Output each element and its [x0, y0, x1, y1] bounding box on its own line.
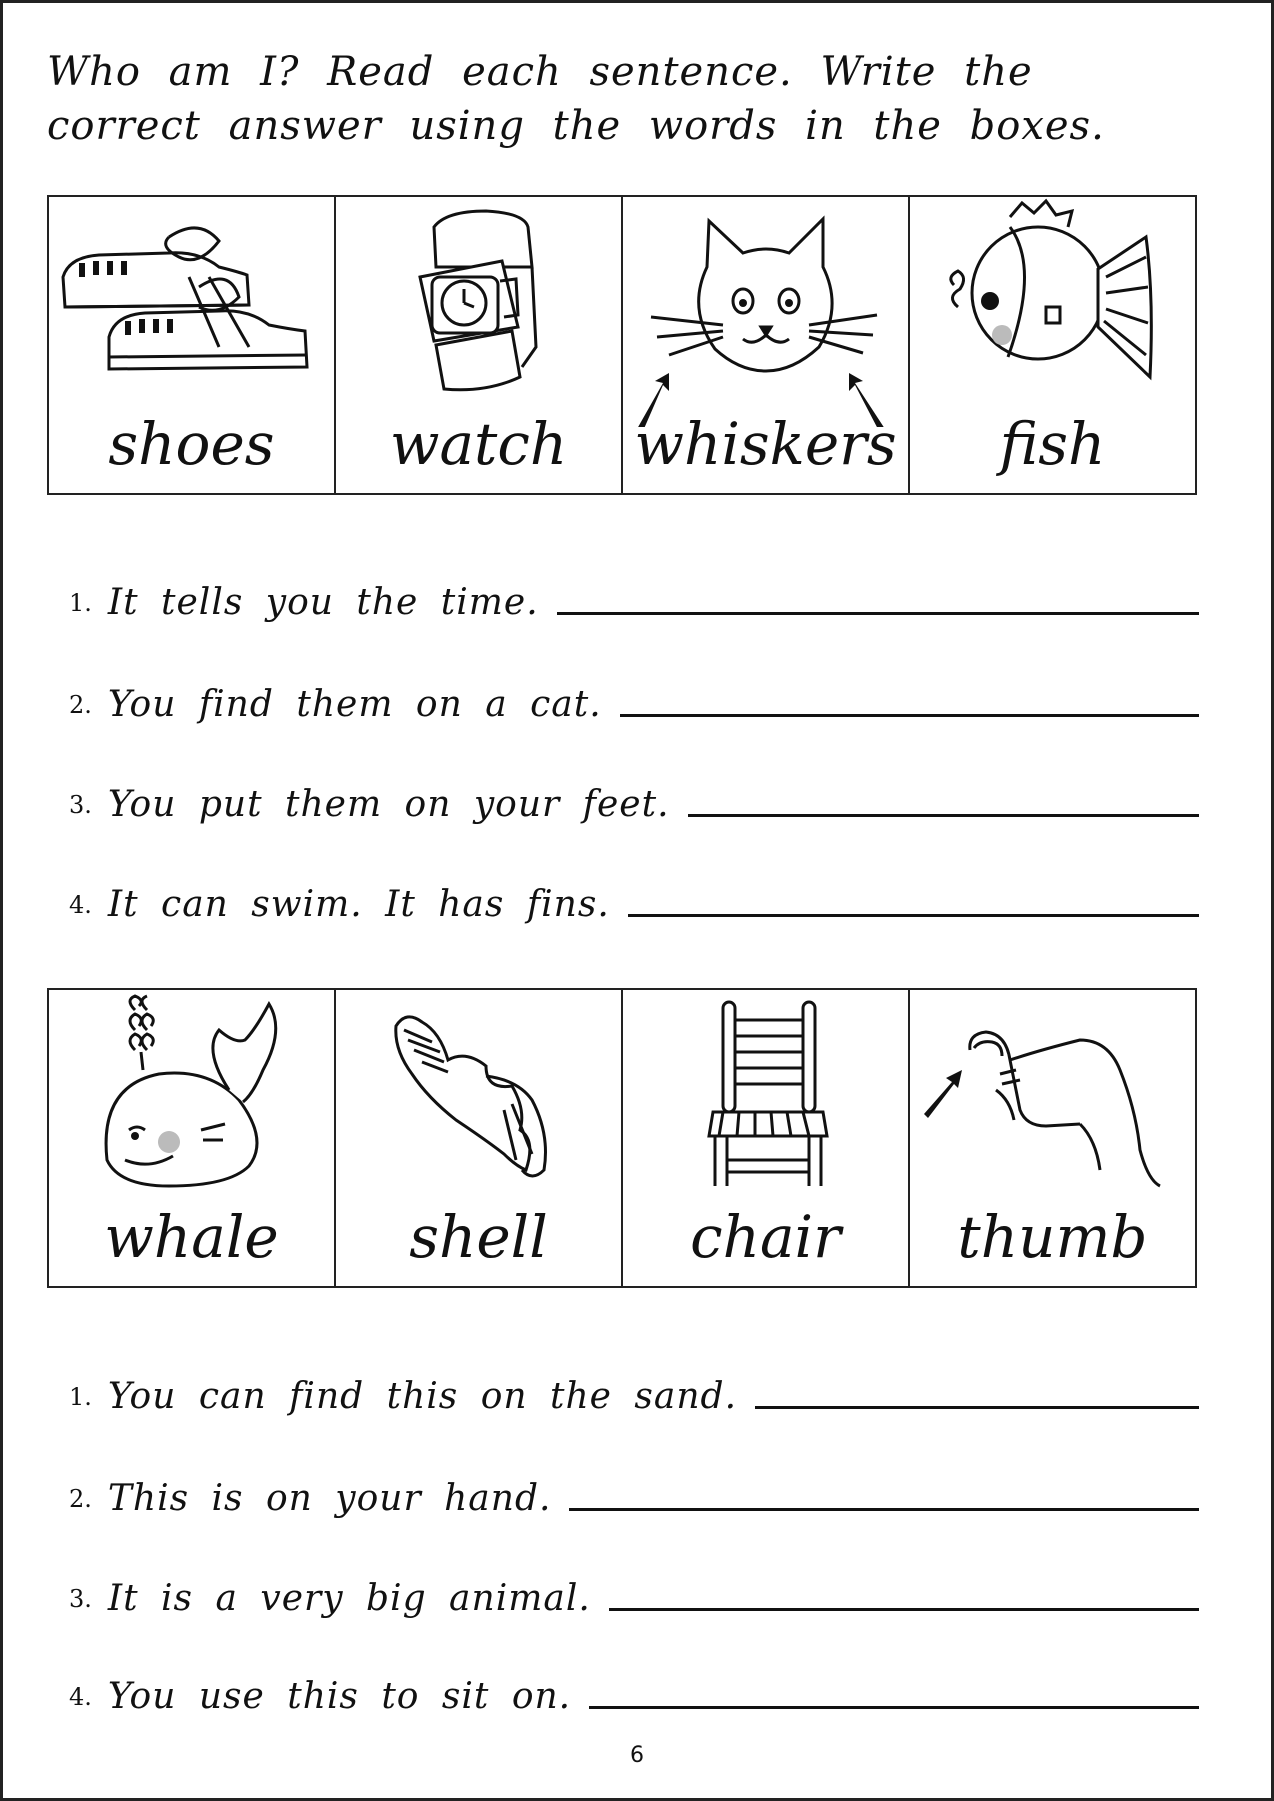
question-1	[69, 563, 1199, 623]
question-text: It is a very big animal.	[107, 1578, 591, 1619]
answer-line[interactable]	[609, 1608, 1199, 1611]
word-box-fish	[910, 197, 1195, 493]
answer-line[interactable]	[569, 1508, 1199, 1511]
answer-line[interactable]	[620, 714, 1199, 717]
question-4	[69, 1657, 1199, 1717]
question-number: 4.	[69, 1683, 92, 1711]
question-3	[69, 765, 1199, 825]
word-label: thumb	[957, 1203, 1148, 1271]
question-number: 2.	[69, 1485, 92, 1513]
question-text: You put them on your feet.	[107, 784, 670, 825]
word-label: chair	[690, 1203, 841, 1271]
question-text: This is on your hand.	[107, 1478, 552, 1519]
question-2	[69, 1459, 1199, 1519]
word-label: shell	[409, 1203, 548, 1271]
answer-line[interactable]	[628, 914, 1199, 917]
word-box-watch	[336, 197, 623, 493]
question-number: 4.	[69, 891, 92, 919]
instructions: Who am I? Read each sentence. Write the correct answer using the words in the boxes.	[47, 49, 1105, 149]
fish-icon	[910, 197, 1196, 397]
question-text: You can find this on the sand.	[107, 1376, 738, 1417]
shell-icon	[336, 990, 622, 1190]
answer-line[interactable]	[688, 814, 1199, 817]
question-2	[69, 665, 1199, 725]
answer-line[interactable]	[589, 1706, 1199, 1709]
question-text: It tells you the time.	[107, 582, 539, 623]
word-box-chair	[623, 990, 910, 1286]
word-box-shoes	[49, 197, 336, 493]
word-box-shell	[336, 990, 623, 1286]
chair-icon	[623, 990, 909, 1190]
word-label: watch	[389, 410, 568, 478]
cat-whiskers-icon	[623, 197, 909, 427]
question-4	[69, 865, 1199, 925]
thumb-icon	[910, 990, 1196, 1190]
question-3	[69, 1559, 1199, 1619]
question-text: You find them on a cat.	[107, 684, 602, 725]
word-label: whale	[104, 1203, 279, 1271]
answer-line[interactable]	[755, 1406, 1199, 1409]
word-box-row-2	[47, 988, 1197, 1288]
shoes-icon	[49, 197, 335, 397]
question-number: 3.	[69, 791, 92, 819]
question-text: You use this to sit on.	[107, 1676, 572, 1717]
word-label: whiskers	[634, 410, 897, 478]
word-label: fish	[999, 410, 1106, 478]
question-number: 2.	[69, 691, 92, 719]
question-number: 1.	[69, 589, 92, 617]
word-box-whale	[49, 990, 336, 1286]
watch-icon	[336, 197, 622, 397]
question-number: 1.	[69, 1383, 92, 1411]
word-box-whiskers	[623, 197, 910, 493]
page-number: 6	[630, 1743, 644, 1768]
whale-icon	[49, 990, 335, 1190]
question-text: It can swim. It has fins.	[107, 884, 610, 925]
question-1	[69, 1357, 1199, 1417]
word-label: shoes	[108, 410, 275, 478]
answer-line[interactable]	[557, 612, 1199, 615]
word-box-row-1	[47, 195, 1197, 495]
word-box-thumb	[910, 990, 1195, 1286]
question-number: 3.	[69, 1585, 92, 1613]
